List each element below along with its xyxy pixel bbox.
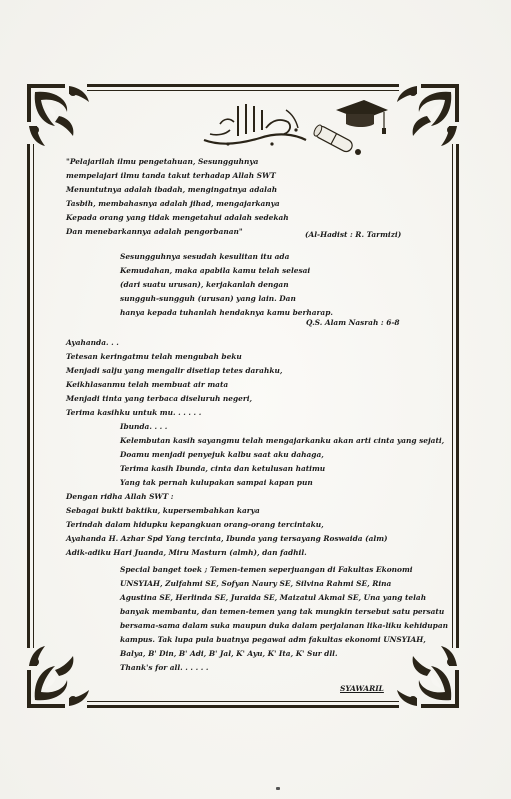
hadist-line: mempelajari ilmu tanda takut terhadap Allah SWT	[66, 171, 276, 180]
mortarboard-diploma-icon	[312, 98, 390, 158]
ayahanda-line: Menjadi tinta yang terbaca diseluruh negeri,	[66, 394, 253, 403]
dedication-line: Adik-adiku Hari Juanda, Miru Masturn (almh), dan fadhil.	[66, 548, 307, 557]
hadist-line: Dan menebarkannya adalah pengorbanan"	[66, 227, 243, 236]
thanks-line: Special banget toek ; Temen-temen seperjuangan di Fakultas Ekonomi	[120, 565, 413, 574]
scan-speck	[276, 787, 280, 790]
dedication-line: Dengan ridha Allah SWT :	[66, 492, 174, 501]
dedication-paragraph	[66, 490, 388, 560]
thanks-line: kampus. Tak lupa pula buatnya pegawai adm fakultas ekonomi UNSYIAH,	[120, 635, 426, 644]
ayahanda-line: Terima kasihku untuk mu. . . . . .	[66, 408, 202, 417]
ayahanda-line: Ayahanda. . .	[66, 338, 119, 347]
thanks-line: Agustina SE, Herlinda SE, Juraida SE, Maizatul Akmal SE, Una yang telah	[120, 593, 427, 602]
hadist-line: Tasbih, membahasnya adalah jihad, mengajarkanya	[66, 199, 280, 208]
ibunda-line: Terima kasih Ibunda, cinta dan ketulusan hatimu	[120, 464, 326, 473]
ibunda-line: Doamu menjadi penyejuk kalbu saat aku dahaga,	[120, 450, 324, 459]
ibunda-line: Kelembutan kasih sayangmu telah mengajarkanku akan arti cinta yang sejati,	[120, 436, 445, 445]
hadist-quote	[66, 155, 289, 239]
bismillah-calligraphy-icon	[200, 100, 310, 152]
hadist-line: Kepada orang yang tidak mengetahui adalah sedekah	[66, 213, 289, 222]
floral-corner-ornament-icon	[391, 82, 461, 152]
hadist-line: "Pelajarilah ilmu pengetahuan, Sesungguhnya	[66, 157, 259, 166]
thanks-line: banyak membantu, dan temen-temen yang tak mungkin tersebut satu persatu	[120, 607, 445, 616]
dedication-line: Terindah dalam hidupku kepangkuan orang-orang tercintaku,	[66, 520, 324, 529]
quran-source: Q.S. Alam Nasrah : 6-8	[306, 318, 400, 327]
quran-line: Sesungguhnya sesudah kesulitan itu ada	[120, 252, 290, 261]
floral-corner-ornament-icon	[25, 82, 95, 152]
thanks-paragraph	[120, 563, 448, 675]
ayahanda-line: Keikhlasanmu telah membuat air mata	[66, 380, 229, 389]
ayahanda-line: Tetesan keringatmu telah mengubah beku	[66, 352, 242, 361]
quran-quote	[120, 250, 333, 320]
quran-line: sungguh-sungguh (urusan) yang lain. Dan	[120, 294, 296, 303]
thanks-line: bersama-sama dalam suka maupun duka dalam perjalanan lika-liku kehidupan	[120, 621, 449, 630]
ayahanda-poem	[66, 336, 282, 420]
dedication-line: Sebagai bukti baktiku, kupersembahkan karya	[66, 506, 260, 515]
ayahanda-line: Menjadi salju yang mengalir disetiap tetes darahku,	[66, 366, 283, 375]
ibunda-line: Yang tak pernah kulupakan sampai kapan pun	[120, 478, 313, 487]
thanks-line: Balya, B' Din, B' Adi, B' Jal, K' Ayu, K' Ita, K' Sur dll.	[120, 649, 338, 658]
thanks-line: Thank's for all. . . . . .	[120, 663, 209, 672]
hadist-source: (Al-Hadist : R. Tarmizi)	[305, 230, 402, 239]
thanks-line: UNSYIAH, Zulfahmi SE, Sofyan Naury SE, Silvina Rahmi SE, Rina	[120, 579, 392, 588]
dedication-line: Ayahanda H. Azhar Spd Yang tercinta, Ibunda yang tersayang Roswaida (alm)	[66, 534, 388, 543]
ibunda-poem	[120, 420, 444, 490]
quran-line: Kemudahan, maka apabila kamu telah selesai	[120, 266, 311, 275]
quran-line: hanya kepada tuhanlah hendaknya kamu berharap.	[120, 308, 333, 317]
quran-line: (dari suatu urusan), kerjakanlah dengan	[120, 280, 289, 289]
ibunda-line: Ibunda. . . .	[120, 422, 168, 431]
floral-corner-ornament-icon	[25, 640, 95, 710]
hadist-line: Menuntutnya adalah ibadah, mengingatnya adalah	[66, 185, 278, 194]
author-signature: SYAWARIL	[340, 684, 384, 693]
